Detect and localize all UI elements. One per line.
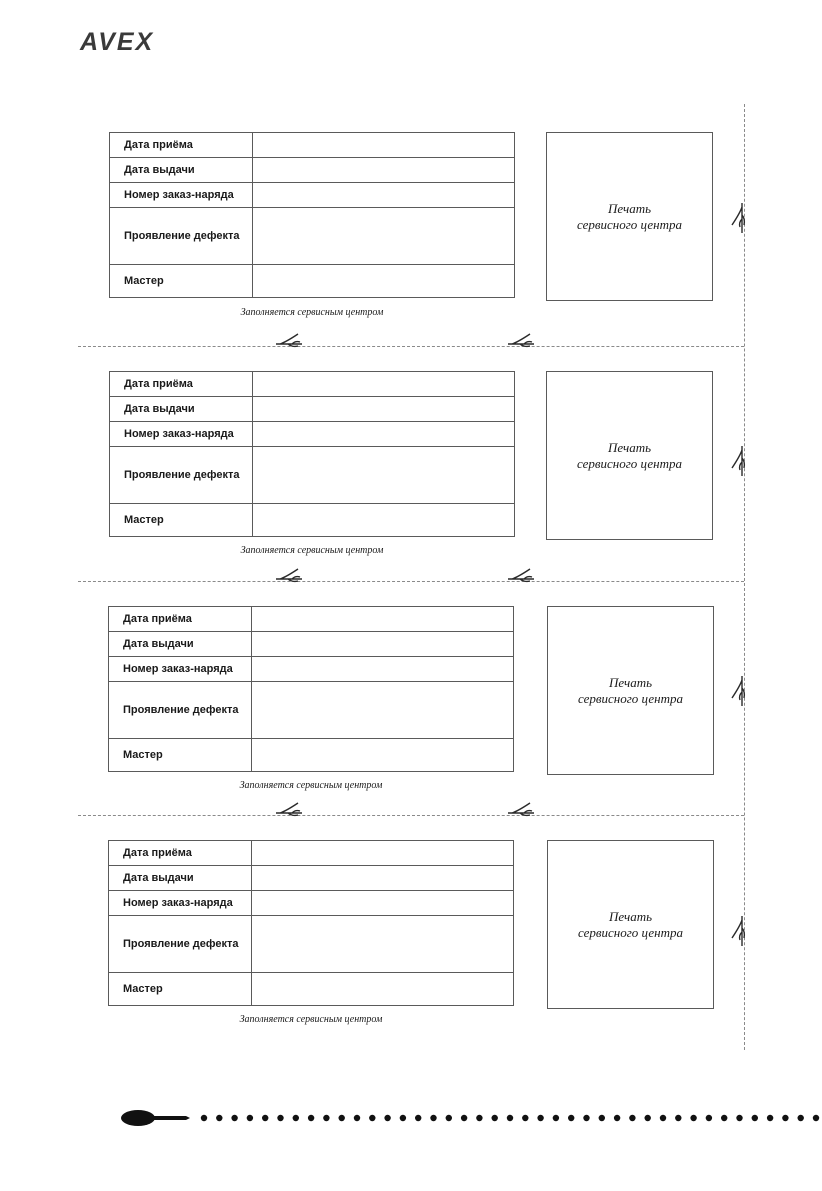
decoration-dot <box>736 1115 742 1121</box>
scissors-icon <box>274 567 304 583</box>
decoration-dot <box>706 1115 712 1121</box>
decoration-dot <box>660 1115 666 1121</box>
field-issue-date[interactable] <box>252 866 514 891</box>
service-form <box>109 132 515 298</box>
label-issue-date: Дата выдачи <box>109 866 252 891</box>
stamp-line2: сервисного центра <box>577 455 682 471</box>
decoration-dot <box>767 1115 773 1121</box>
stamp-box <box>546 132 713 301</box>
field-defect[interactable] <box>253 447 515 504</box>
label-order-number: Номер заказ-наряда <box>109 657 252 682</box>
stamp-line1: Печать <box>609 674 652 690</box>
stamp-line2: сервисного центра <box>577 216 682 232</box>
scissors-icon <box>274 801 304 817</box>
field-receipt-date[interactable] <box>253 372 515 397</box>
decoration-dot <box>553 1115 559 1121</box>
fill-note: Заполняется сервисным центром <box>240 545 384 556</box>
horizontal-cut-line <box>78 346 744 347</box>
label-defect: Проявление дефекта <box>109 916 252 973</box>
stamp-line1: Печать <box>608 200 651 216</box>
decoration-dot <box>415 1115 421 1121</box>
decoration-dot <box>216 1115 222 1121</box>
label-issue-date: Дата выдачи <box>110 158 253 183</box>
stamp-box <box>547 606 714 775</box>
scissors-icon <box>506 801 536 817</box>
decoration-dot <box>782 1115 788 1121</box>
label-master: Мастер <box>109 973 252 1006</box>
decoration-dot <box>476 1115 482 1121</box>
field-master[interactable] <box>252 973 514 1006</box>
decoration-dot <box>354 1115 360 1121</box>
scissors-icon <box>730 914 746 948</box>
field-order-number[interactable] <box>253 422 515 447</box>
scissors-icon <box>730 201 746 235</box>
decoration-dot <box>645 1115 651 1121</box>
service-form <box>108 606 514 772</box>
field-master[interactable] <box>252 739 514 772</box>
coupon-section-2 <box>0 371 822 571</box>
decoration-dot <box>231 1115 237 1121</box>
label-receipt-date: Дата приёма <box>109 841 252 866</box>
label-defect: Проявление дефекта <box>109 682 252 739</box>
decoration-dot <box>614 1115 620 1121</box>
decoration-dot <box>752 1115 758 1121</box>
field-issue-date[interactable] <box>252 632 514 657</box>
label-master: Мастер <box>109 739 252 772</box>
stamp-line2: сервисного центра <box>578 924 683 940</box>
decoration-dot <box>308 1115 314 1121</box>
decoration-dot <box>813 1115 819 1121</box>
field-receipt-date[interactable] <box>252 841 514 866</box>
stamp-box <box>547 840 714 1009</box>
field-order-number[interactable] <box>252 891 514 916</box>
field-order-number[interactable] <box>253 183 515 208</box>
decoration-dot <box>293 1115 299 1121</box>
fill-note: Заполняется сервисным центром <box>239 780 383 791</box>
decoration-dot <box>492 1115 498 1121</box>
decoration-dot <box>461 1115 467 1121</box>
decoration-dot <box>323 1115 329 1121</box>
label-order-number: Номер заказ-наряда <box>110 183 253 208</box>
decoration-dot <box>369 1115 375 1121</box>
decoration-dot <box>277 1115 283 1121</box>
decoration-dot <box>201 1115 207 1121</box>
field-defect[interactable] <box>253 208 515 265</box>
label-order-number: Номер заказ-наряда <box>110 422 253 447</box>
label-issue-date: Дата выдачи <box>109 632 252 657</box>
label-receipt-date: Дата приёма <box>110 133 253 158</box>
label-receipt-date: Дата приёма <box>110 372 253 397</box>
fill-note: Заполняется сервисным центром <box>240 307 384 318</box>
scissors-icon <box>506 567 536 583</box>
scissors-icon <box>730 444 746 478</box>
field-issue-date[interactable] <box>253 397 515 422</box>
label-issue-date: Дата выдачи <box>110 397 253 422</box>
label-defect: Проявление дефекта <box>110 447 253 504</box>
decoration-dot <box>798 1115 804 1121</box>
field-defect[interactable] <box>252 916 514 973</box>
service-form <box>108 840 514 1006</box>
scissors-icon <box>274 332 304 348</box>
decoration-dot <box>446 1115 452 1121</box>
decoration-dot <box>430 1115 436 1121</box>
decoration-dot <box>721 1115 727 1121</box>
field-order-number[interactable] <box>252 657 514 682</box>
label-order-number: Номер заказ-наряда <box>109 891 252 916</box>
stamp-line2: сервисного центра <box>578 690 683 706</box>
decoration-dot <box>583 1115 589 1121</box>
fill-note: Заполняется сервисным центром <box>239 1014 383 1025</box>
label-master: Мастер <box>110 504 253 537</box>
scissors-icon <box>506 332 536 348</box>
field-issue-date[interactable] <box>253 158 515 183</box>
decoration-dot <box>247 1115 253 1121</box>
horizontal-cut-line <box>78 581 744 582</box>
service-form <box>109 371 515 537</box>
label-defect: Проявление дефекта <box>110 208 253 265</box>
field-master[interactable] <box>253 504 515 537</box>
decoration-dot <box>599 1115 605 1121</box>
coupon-section-3 <box>0 606 822 806</box>
decoration-dot <box>522 1115 528 1121</box>
stamp-line1: Печать <box>609 908 652 924</box>
decoration-dot <box>568 1115 574 1121</box>
field-defect[interactable] <box>252 682 514 739</box>
decoration-dot <box>400 1115 406 1121</box>
field-receipt-date[interactable] <box>252 607 514 632</box>
brand-name: AVEX <box>80 28 155 54</box>
horizontal-cut-line <box>78 815 744 816</box>
avex-logo <box>78 28 208 54</box>
label-receipt-date: Дата приёма <box>109 607 252 632</box>
field-receipt-date[interactable] <box>253 133 515 158</box>
decoration-dot <box>339 1115 345 1121</box>
decoration-dot <box>629 1115 635 1121</box>
decoration-dot <box>384 1115 390 1121</box>
stamp-box <box>546 371 713 540</box>
pen-dots-decoration <box>120 1106 822 1130</box>
decoration-dot <box>675 1115 681 1121</box>
decoration-dot <box>262 1115 268 1121</box>
stamp-line1: Печать <box>608 439 651 455</box>
decoration-dot <box>537 1115 543 1121</box>
coupon-section-4 <box>0 840 822 1040</box>
label-master: Мастер <box>110 265 253 298</box>
scissors-icon <box>730 674 746 708</box>
decoration-dot <box>690 1115 696 1121</box>
coupon-section-1 <box>0 132 822 332</box>
decoration-dot <box>507 1115 513 1121</box>
field-master[interactable] <box>253 265 515 298</box>
